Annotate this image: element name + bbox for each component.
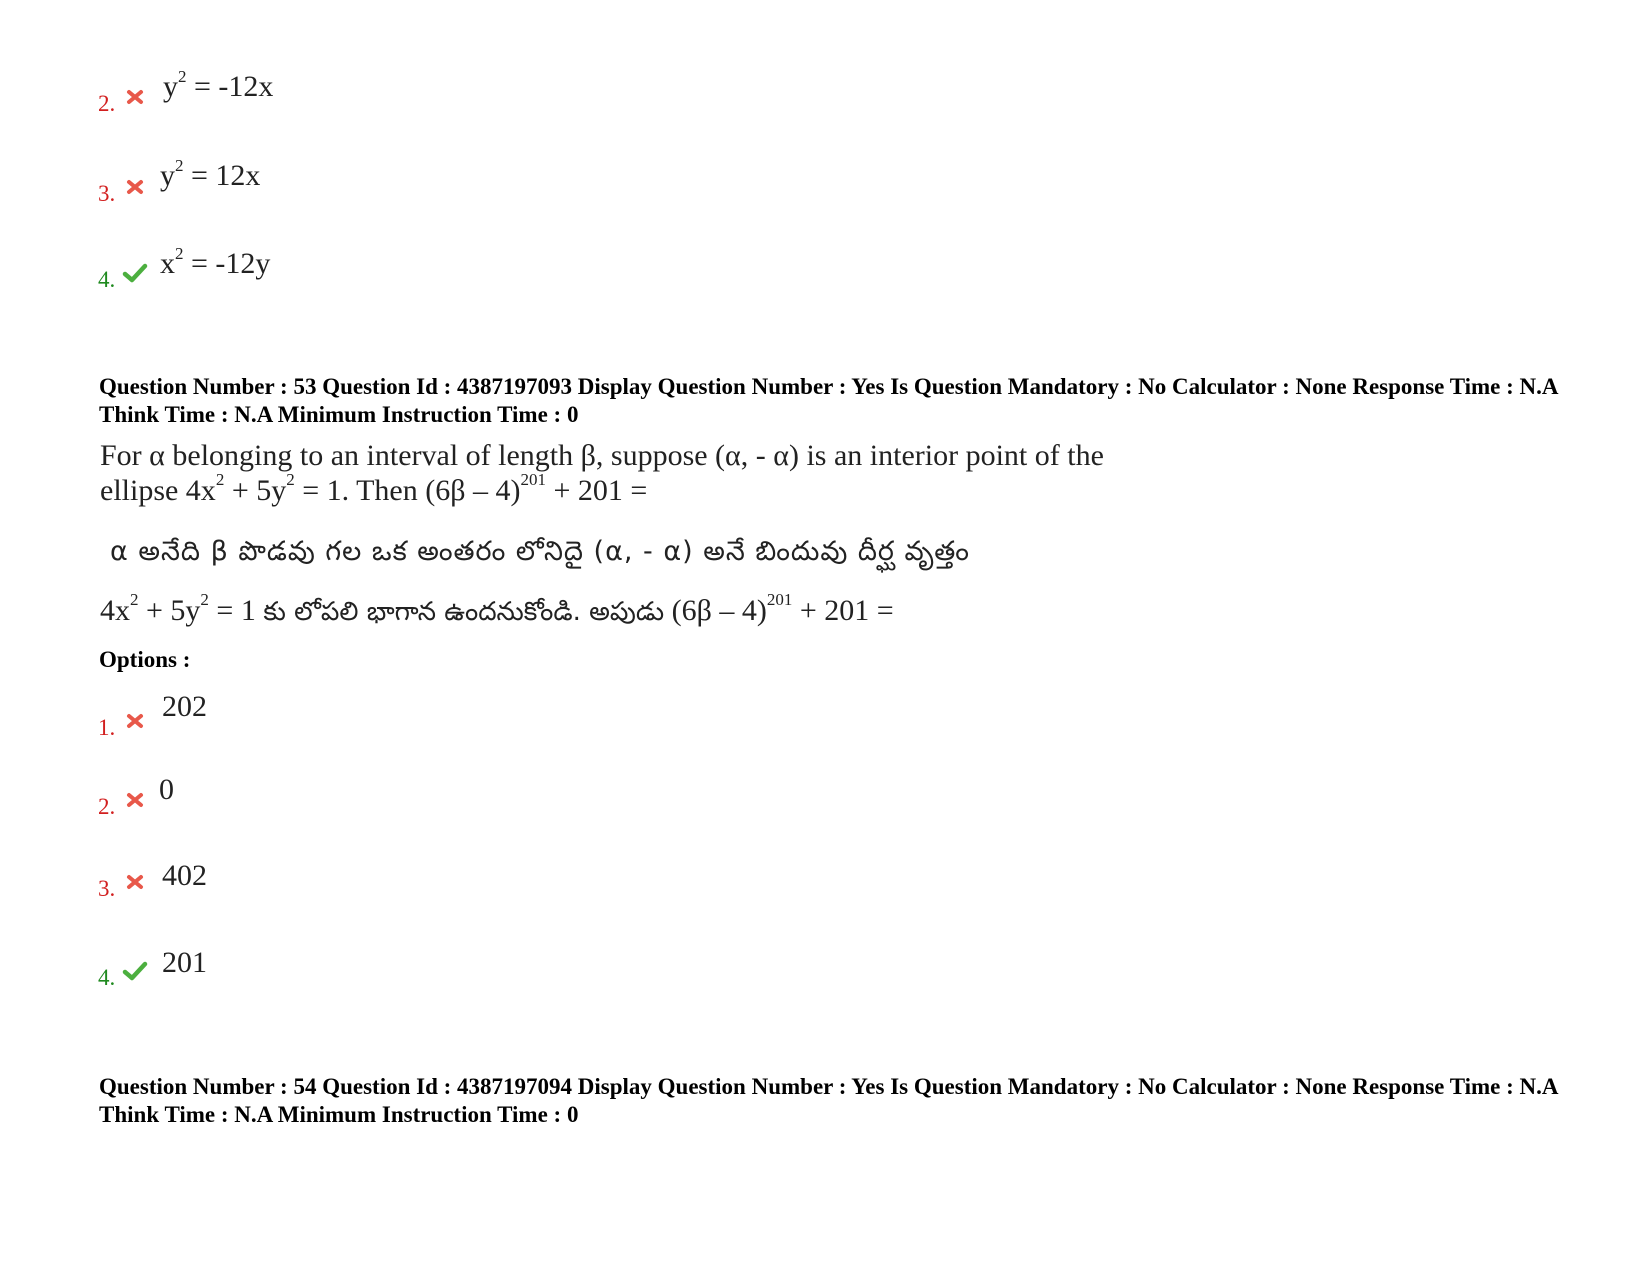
option-number: 2. (98, 91, 116, 116)
question-text-english-line2: ellipse $4x^2 + 5y^2 = 1$. Then (6β – 4)$^{201}$ + 201 = (100, 470, 648, 507)
option-text: 201 (162, 946, 207, 979)
option-text: 402 (162, 859, 207, 892)
option-text: $y^2 = 12x$ (160, 156, 261, 192)
option-number: 4. (98, 965, 116, 990)
option-text: 0 (159, 773, 174, 806)
option-text: $y^2 = -12x$ (163, 67, 274, 103)
question-header-54: Question Number : 54 Question Id : 4387197094 Display Question Number : Yes Is Question Mandatory : No Calculator : None Response Time : N.A Think Time : N.A Minimum Instruction Time : 0 (99, 1074, 1558, 1127)
question-text-english-line1: For α belonging to an interval of length β, suppose (α, - α) is an interior point of the (100, 439, 1104, 472)
option-number: 3. (98, 181, 116, 206)
question-text-telugu-line1: α అనేది β పొడవు గల ఒక అంతరం లోనిదై (α, - α) అనే బిందువు దీర్ఘ వృత్తం (110, 536, 970, 567)
option-text: 202 (162, 690, 207, 723)
option-number: 1. (98, 715, 116, 740)
check-icon (122, 262, 144, 284)
option-number: 3. (98, 876, 116, 901)
question-header-53: Question Number : 53 Question Id : 4387197093 Display Question Number : Yes Is Question Mandatory : No Calculator : None Response Time : N.A Think Time : N.A Minimum Instruction Time : 0 (99, 374, 1558, 427)
option-text: $x^2 = -12y$ (160, 244, 271, 280)
cross-icon (124, 871, 146, 893)
cross-icon (124, 710, 146, 732)
cross-icon (124, 86, 146, 108)
option-number: 4. (98, 267, 116, 292)
question-text-telugu-line2: $4x^2 + 5y^2 = 1$ కు లోపలి భాగాన ఉందనుకోండి. అపుడు (6β – 4)$^{201}$ + 201 = (100, 590, 894, 627)
option-number: 2. (98, 794, 116, 819)
cross-icon (124, 789, 146, 811)
cross-icon (124, 176, 146, 198)
check-icon (122, 960, 144, 982)
options-label: Options : (99, 647, 191, 672)
